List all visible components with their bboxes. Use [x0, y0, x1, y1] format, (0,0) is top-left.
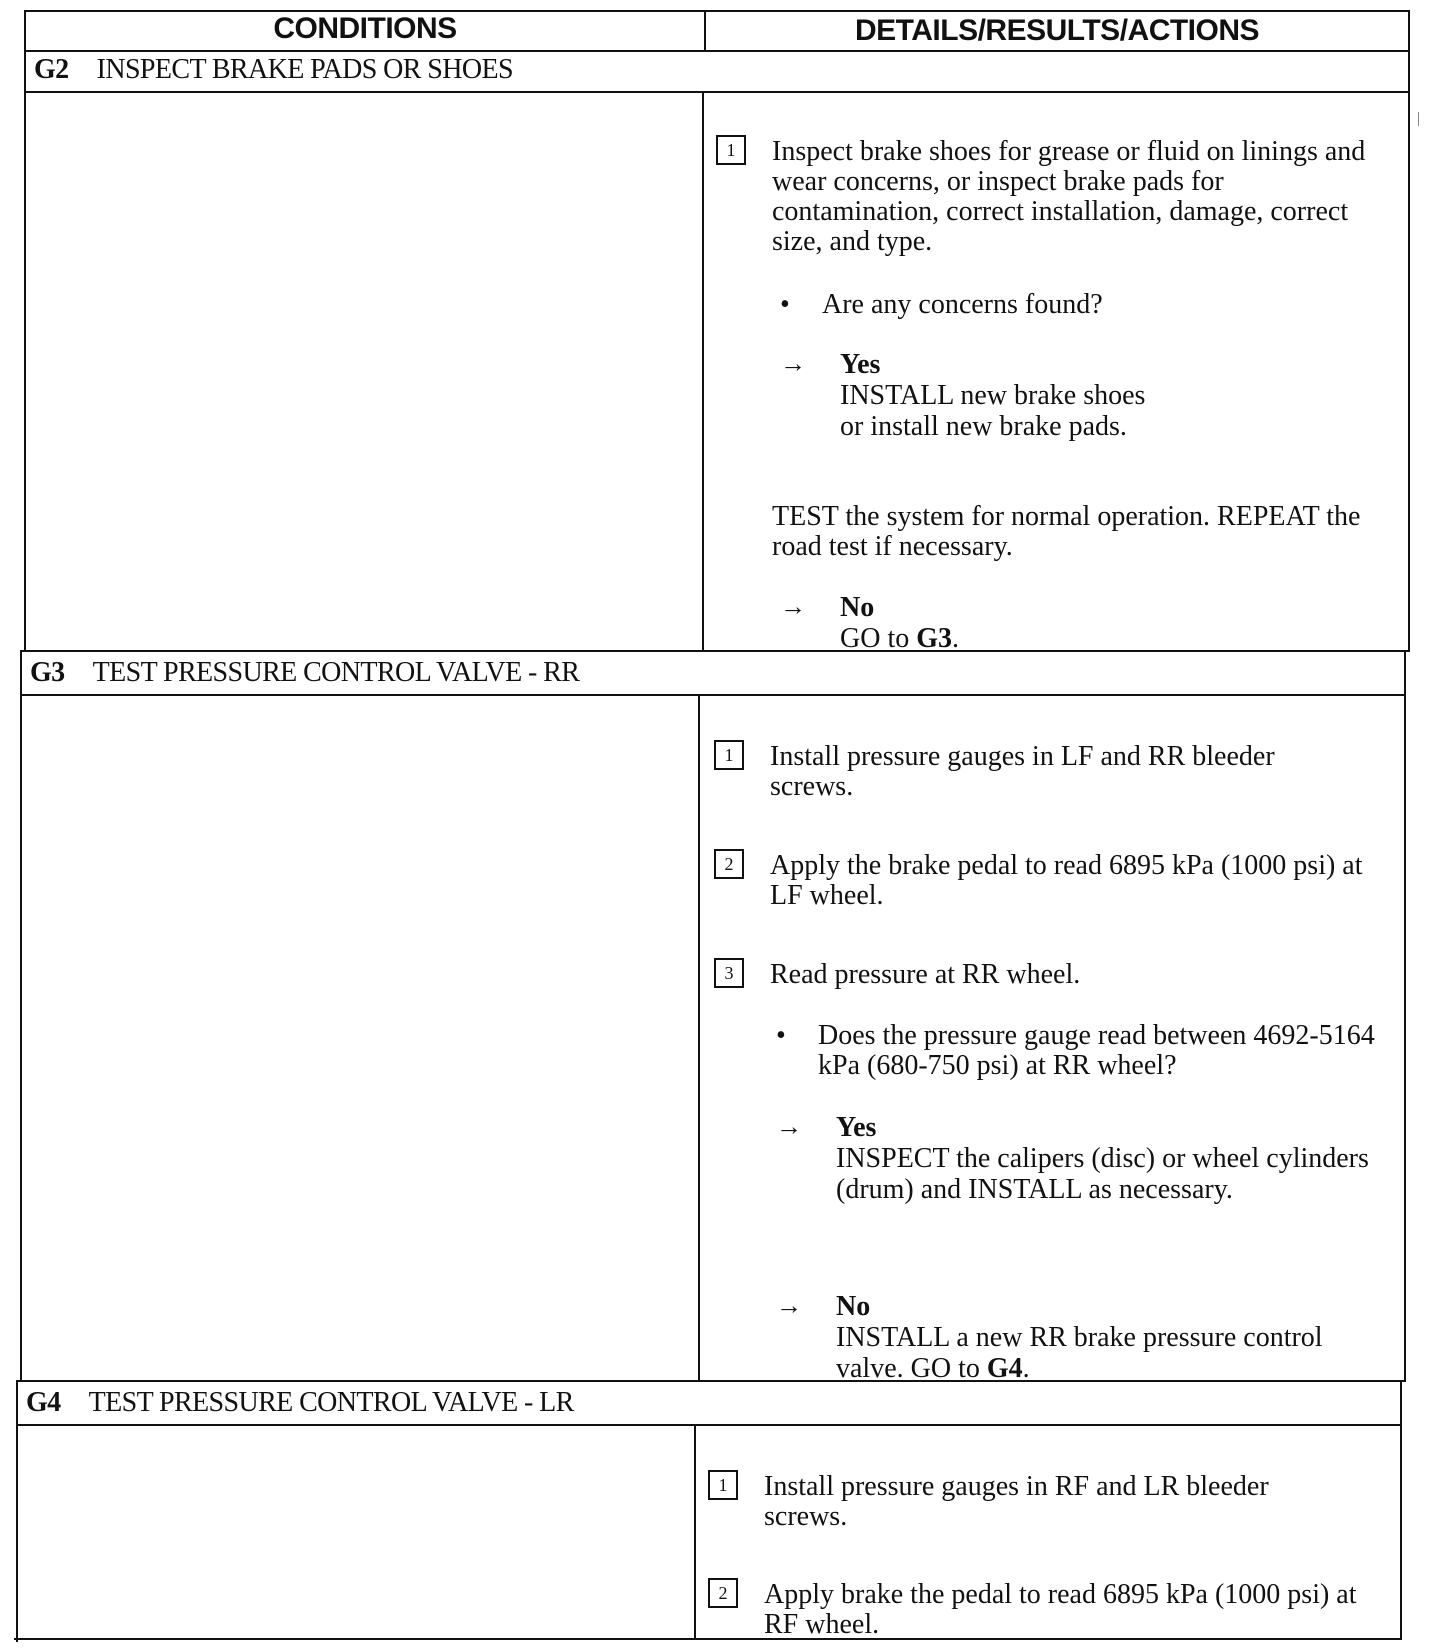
header-bottom-rule — [24, 50, 1410, 52]
g2-title-bottom-rule — [24, 91, 1410, 93]
g2-yes-label: Yes — [840, 349, 881, 380]
g4-step1-text: Install pressure gauges in RF and LR bleeder screws. — [764, 1471, 1269, 1532]
g2-no-arrow: → — [780, 592, 806, 621]
g3-step1-number: 1 — [714, 740, 744, 770]
g3-yes-label: Yes — [836, 1112, 877, 1143]
g2-no-action-target: G3 — [916, 623, 953, 654]
g2-title: INSPECT BRAKE PADS OR SHOES — [96, 54, 513, 85]
table-border-left-lower — [16, 1380, 18, 1642]
table-border-left-mid — [20, 650, 22, 1380]
g3-question: Does the pressure gauge read between 4692-5164 kPa (680-750 psi) at RR wheel? — [818, 1020, 1375, 1081]
scan-edge-mark — [1418, 112, 1419, 126]
g3-section-title — [30, 657, 579, 689]
g4-title-bottom-rule — [16, 1424, 1402, 1426]
g2-section-title — [34, 54, 513, 86]
g4-title: TEST PRESSURE CONTROL VALVE - LR — [88, 1387, 574, 1418]
g2-step1-text: Inspect brake shoes for grease or fluid on linings and wear concerns, or inspect brake pads for contamination, correct installation, damage, correct size, and type. — [772, 136, 1366, 257]
g2-column-divider — [702, 92, 704, 652]
g3-no-action-prefix: INSTALL a new RR brake pressure control valve. GO to — [836, 1322, 1323, 1384]
g3-step2-number: 2 — [714, 849, 744, 879]
table-border-right-lower — [1400, 1380, 1402, 1640]
g2-yes-block — [840, 349, 1380, 442]
g3-step1-text: Install pressure gauges in LF and RR bleeder screws. — [770, 741, 1275, 802]
g4-column-divider — [694, 1425, 696, 1640]
g2-question: Are any concerns found? — [822, 289, 1103, 320]
g4-section-title — [26, 1387, 574, 1419]
g2-test-text: TEST the system for normal operation. REPEAT the road test if necessary. — [772, 501, 1361, 562]
g2-step1-number: 1 — [716, 135, 746, 165]
g4-step2-text: Apply brake the pedal to read 6895 kPa (1000 psi) at RF wheel. — [764, 1579, 1357, 1640]
g3-no-label: No — [836, 1291, 871, 1322]
g3-no-action-suffix: . — [1022, 1353, 1030, 1384]
g3-title-bottom-rule — [20, 694, 1406, 696]
g2-no-action-suffix: . — [952, 623, 960, 654]
g4-step1-number: 1 — [708, 1470, 738, 1500]
g3-column-divider — [698, 695, 700, 1381]
g3-no-block — [836, 1291, 1376, 1384]
g3-step3-number: 3 — [714, 958, 744, 988]
g4-step2-number: 2 — [708, 1578, 738, 1608]
table-border-right-upper — [1408, 10, 1410, 650]
g3-yes-action: INSPECT the calipers (disc) or wheel cylinders (drum) and INSTALL as necessary. — [836, 1143, 1369, 1205]
table-border-left-upper — [24, 10, 26, 650]
g2-no-label: No — [840, 592, 875, 623]
g4-code: G4 — [26, 1387, 61, 1418]
g2-yes-action-1: INSTALL new brake shoes — [840, 380, 1146, 411]
g3-no-arrow: → — [776, 1291, 802, 1320]
g2-yes-action-2: or install new brake pads. — [840, 411, 1127, 442]
g2-no-block — [840, 592, 1380, 654]
g3-step2-text: Apply the brake pedal to read 6895 kPa (1000 psi) at LF wheel. — [770, 850, 1363, 911]
g3-yes-arrow: → — [776, 1112, 802, 1141]
g3-title: TEST PRESSURE CONTROL VALVE - RR — [92, 657, 580, 688]
header-details: DETAILS/RESULTS/ACTIONS — [854, 14, 1260, 47]
g3-step3-text: Read pressure at RR wheel. — [770, 959, 1081, 990]
table-border-right-mid — [1404, 650, 1406, 1380]
g2-yes-arrow: → — [780, 349, 806, 378]
g2-no-action-prefix: GO to — [840, 623, 917, 654]
g3-yes-block — [836, 1112, 1406, 1205]
header-conditions: CONDITIONS — [273, 12, 457, 45]
g3-question-bullet: • — [776, 1020, 786, 1051]
g3-code: G3 — [30, 657, 65, 688]
g2-question-bullet: • — [780, 289, 790, 320]
g3-no-action-target: G4 — [986, 1353, 1023, 1384]
g2-code: G2 — [34, 54, 69, 85]
